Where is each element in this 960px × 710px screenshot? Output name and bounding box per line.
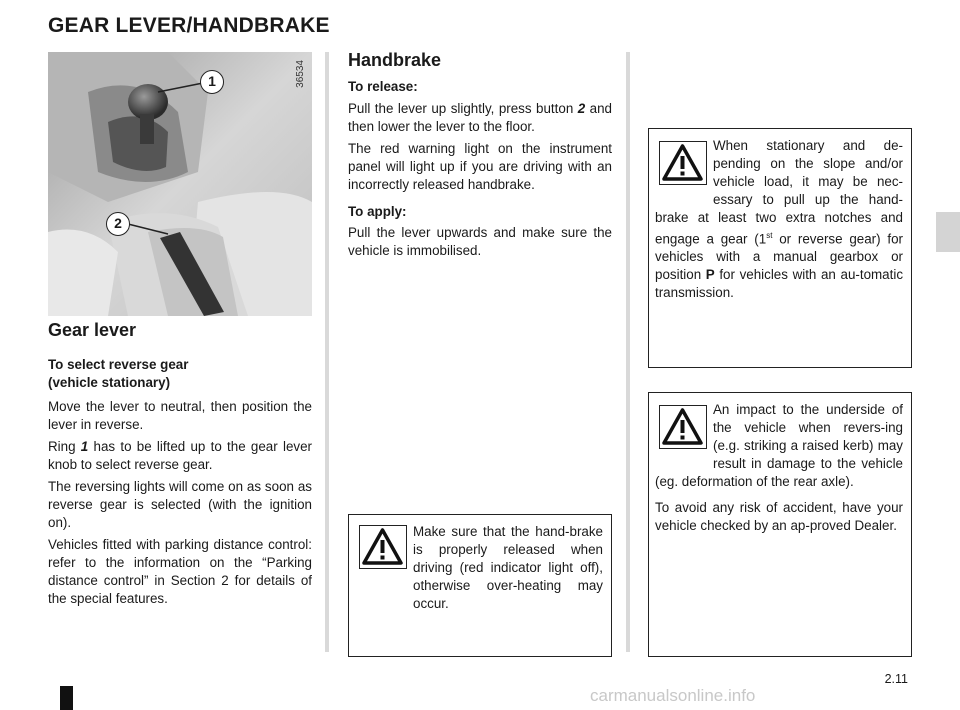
warning-triangle-icon [359,525,407,569]
position-p: P [705,267,715,283]
handbrake-heading: Handbrake [348,50,442,70]
gear-lever-heading: Gear lever [48,320,137,340]
icon-spacer [655,401,713,469]
figure-code: 36534 [295,60,306,88]
release-text-end: and then lower the lever to the floor. [348,101,612,134]
column-divider-right [626,52,630,652]
handbrake-release-warning-copy: Make sure that the hand-brake is properly released when driving (red indicator light off), otherwise over-heating may occur. [413,524,603,611]
warning-triangle-shape [360,526,405,567]
page-number: 2.11 [884,672,908,686]
slope-text-start: When stationary and de-pending on the slope and/or vehicle load, it may be nec-essary to pull up the hand-brake at least two extra notches and engage a gear (1 [655,138,903,247]
slope-text-mid: or reverse gear) for vehicles with a manual gearbox or position [655,231,903,283]
warning-light-paragraph: The red warning light on the instrument panel will light up if you are driving with an incorrectly released handbrake. [348,141,612,192]
car-interior-illustration [48,52,312,316]
release-text-start: Pull the lever up slightly, press button [348,101,578,116]
page-title: GEAR LEVER/HANDBRAKE [48,14,330,37]
slope-warning-text [655,137,903,302]
callout-1: 1 [200,70,224,94]
apply-paragraph: Pull the lever upwards and make sure the vehicle is immobilised. [348,225,612,258]
warning-box-handbrake-release [348,514,612,657]
icon-spacer [655,137,713,205]
ring-text-end: has to be lifted up to the gear lever knob to select reverse gear. [48,439,312,472]
gear-lever-paragraph-2 [48,438,312,474]
ring-text-start: Ring [48,439,81,454]
ring-reference: 1 [80,439,89,454]
button-reference: 2 [577,101,586,116]
watermark: carmanualsonline.info [590,686,756,705]
impact-warning-text [655,401,903,535]
gear-lever-photo [48,52,312,316]
handbrake-release-warning-text [413,523,603,611]
corner-mark [60,686,73,710]
callout-2: 2 [106,212,130,236]
gear-lever-paragraph-1: Move the lever to neutral, then position the lever in reverse. [48,399,312,432]
release-paragraph [348,100,612,136]
slope-superscript: st [766,231,773,240]
warning-box-slope [648,128,912,368]
column-divider-left [325,52,329,652]
warning-box-impact [648,392,912,657]
release-subheading: To release: [348,79,418,94]
gear-lever-paragraph-3: The reversing lights will come on as soon as reverse gear is selected (with the ignition on). [48,479,312,530]
reverse-gear-subheading: To select reverse gear (vehicle stationary) [48,357,189,390]
impact-paragraph-2: To avoid any risk of accident, have your vehicle checked by an ap-proved Dealer. [655,500,903,533]
impact-paragraph-1: An impact to the underside of the vehicle when revers-ing (e.g. striking a raised kerb) may result in damage to the vehicle (eg. deformation of the rear axle). [655,402,903,489]
section-tab [936,212,960,252]
gear-lever-paragraph-4: Vehicles fitted with parking distance control: refer to the information on the “Parking distance control” in Section 2 for details of the special features. [48,537,312,606]
slope-text-end: for vehicles with an au-tomatic transmission. [655,267,904,301]
apply-subheading: To apply: [348,204,407,219]
